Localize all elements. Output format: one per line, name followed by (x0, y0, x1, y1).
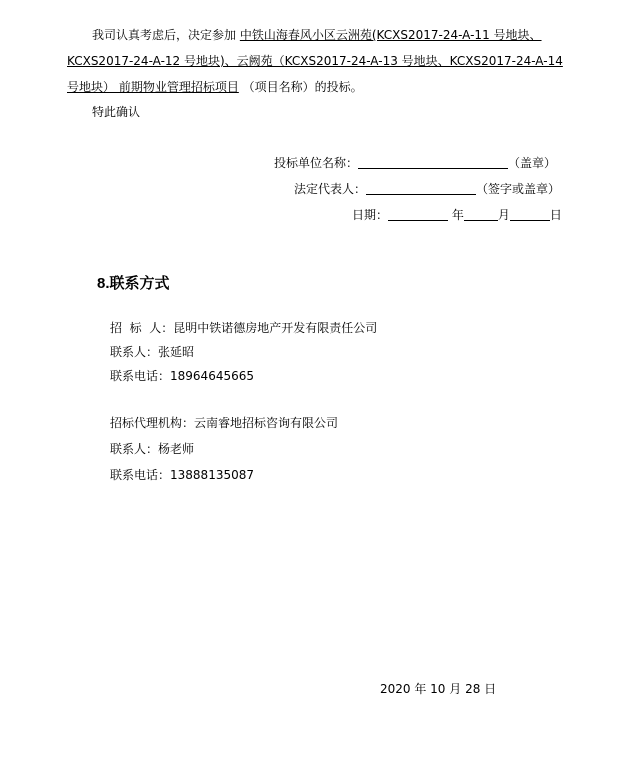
agency-line (110, 414, 338, 431)
intro-suffix: （项目名称）的投标。 (242, 80, 363, 94)
date-year-blank (388, 207, 448, 221)
rep-line (294, 180, 560, 197)
agency-label: 招标代理机构： (110, 416, 195, 430)
agency-phone-label: 联系电话： (110, 468, 171, 482)
date-day-blank (510, 207, 550, 221)
agency-phone-line (110, 466, 254, 483)
footer-date: 2020 年 10 月 28 日 (380, 682, 497, 696)
tenderer-label: 招 标 人： (110, 321, 174, 335)
bidder-note: （盖章） (508, 156, 557, 170)
intro-lead: 我司认真考虑后，决定参加 (92, 28, 237, 42)
tenderer-phone: 18964645665 (170, 369, 254, 383)
bidder-blank (358, 155, 508, 169)
project-name: 中铁山海春风小区云洲苑(KCXS2017-24-A-11 号地块、KCXS2017-24-A-12 号地块)、云阙苑（KCXS2017-24-A-13 号地块、KCXS2017-24-A-14 号地块） 前期物业管理招标项目 (67, 28, 563, 94)
tenderer-contact-label: 联系人： (110, 345, 159, 359)
date-month-unit: 月 (497, 208, 510, 222)
date-month-blank (464, 207, 498, 221)
section-title: 8.联系方式 (97, 275, 170, 292)
agency-name: 云南睿地招标咨询有限公司 (194, 416, 339, 430)
tenderer-phone-label: 联系电话： (110, 369, 171, 383)
bidder-line (274, 154, 556, 171)
agency-contact-line (110, 440, 194, 457)
agency-phone: 13888135087 (170, 468, 254, 482)
date-year-unit: 年 (451, 208, 464, 222)
agency-contact-label: 联系人： (110, 442, 159, 456)
tenderer-line (110, 319, 377, 336)
date-label: 日期： (352, 208, 389, 222)
tenderer-name: 昆明中铁诺德房地产开发有限责任公司 (173, 321, 378, 335)
agency-contact: 杨老师 (158, 442, 195, 456)
intro-paragraph (67, 22, 577, 100)
date-day-unit: 日 (549, 208, 562, 222)
tenderer-contact: 张延昭 (158, 345, 195, 359)
tenderer-phone-line (110, 367, 254, 384)
rep-label: 法定代表人： (294, 182, 367, 196)
rep-note: （签字或盖章） (476, 182, 561, 196)
confirm-text: 特此确认 (92, 105, 141, 119)
bidder-label: 投标单位名称： (274, 156, 359, 170)
rep-blank (366, 181, 476, 195)
date-line (352, 206, 562, 223)
tenderer-contact-line (110, 343, 194, 360)
